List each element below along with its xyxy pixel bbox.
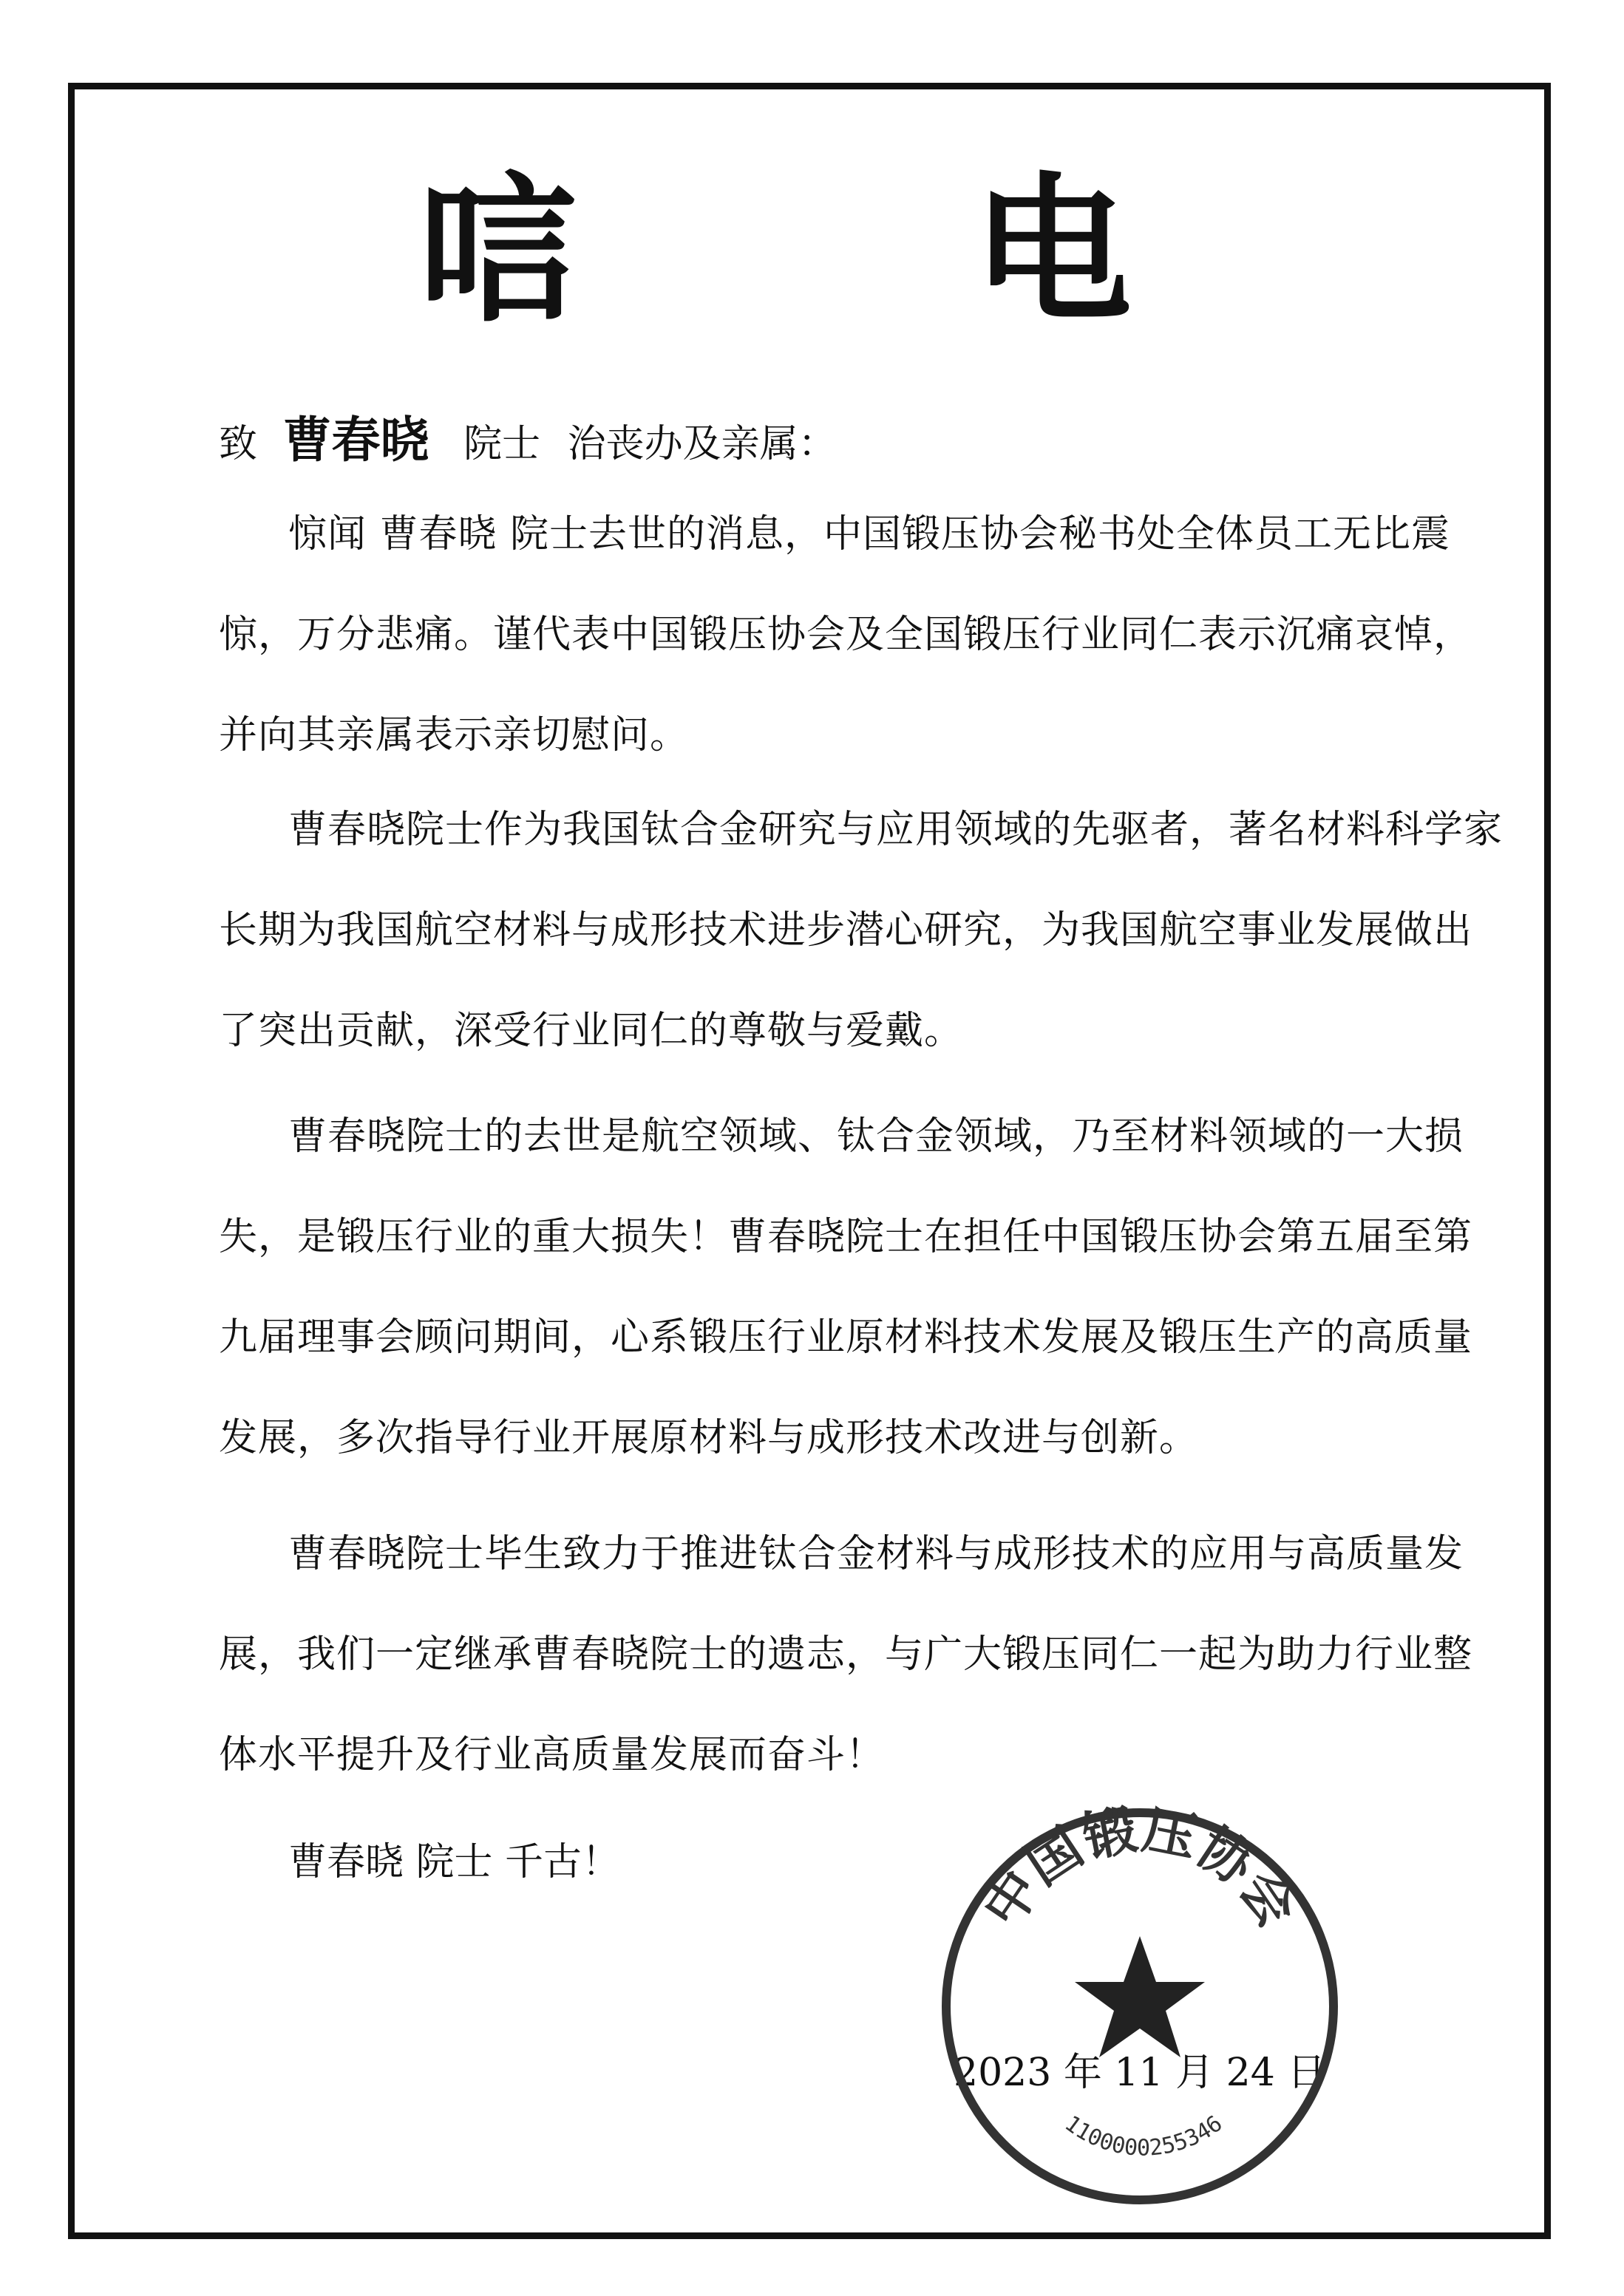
paragraph-1: 惊闻 曹春晓 院士去世的消息，中国锻压协会秘书处全体员工无比震惊，万分悲痛。谨代表中国锻压协会及全国锻压行业同仁表示沉痛哀悼，并向其亲属表示亲切慰问。	[219, 512, 1473, 757]
official-seal	[933, 1796, 1347, 2210]
paragraph-3: 曹春晓院士的去世是航空领域、钛合金领域，乃至材料领域的一大损失，是锻压行业的重大损失！曹春晓院士在担任中国锻压协会第五届至第九届理事会顾问期间，心系锻压行业原材料技术发展及锻压生产的高质量发展，多次指导行业开展原材料与成形技术改进与创新。	[219, 1114, 1473, 1460]
salutation	[219, 410, 837, 474]
closing-line: 曹春晓 院士 千古！	[288, 1840, 621, 1884]
salutation-role: 院士	[463, 422, 541, 466]
salutation-recipients: 治丧办及亲属：	[567, 422, 837, 466]
paragraph-2: 曹春晓院士作为我国钛合金研究与应用领域的先驱者，著名材料科学家长期为我国航空材料与成形技术进步潜心研究，为我国航空事业发展做出了突出贡献，深受行业同仁的尊敬与爱戴。	[219, 808, 1504, 1053]
salutation-name: 曹春晓	[282, 411, 429, 469]
salutation-prefix: 致	[219, 422, 258, 466]
document-date: 2023 年 11 月 24 日	[954, 2051, 1326, 2095]
paragraph-4: 曹春晓院士毕生致力于推进钛合金材料与成形技术的应用与高质量发展，我们一定继承曹春晓院士的遗志，与广大锻压同仁一起为助力行业整体水平提升及行业高质量发展而奋斗！	[219, 1532, 1473, 1777]
seal-star-icon	[1075, 1936, 1205, 2057]
seal-number: 1100000255346	[1059, 2111, 1228, 2162]
document-title: 唁 电	[418, 158, 1302, 344]
seal-text: 中国锻压协会	[971, 1798, 1309, 1938]
